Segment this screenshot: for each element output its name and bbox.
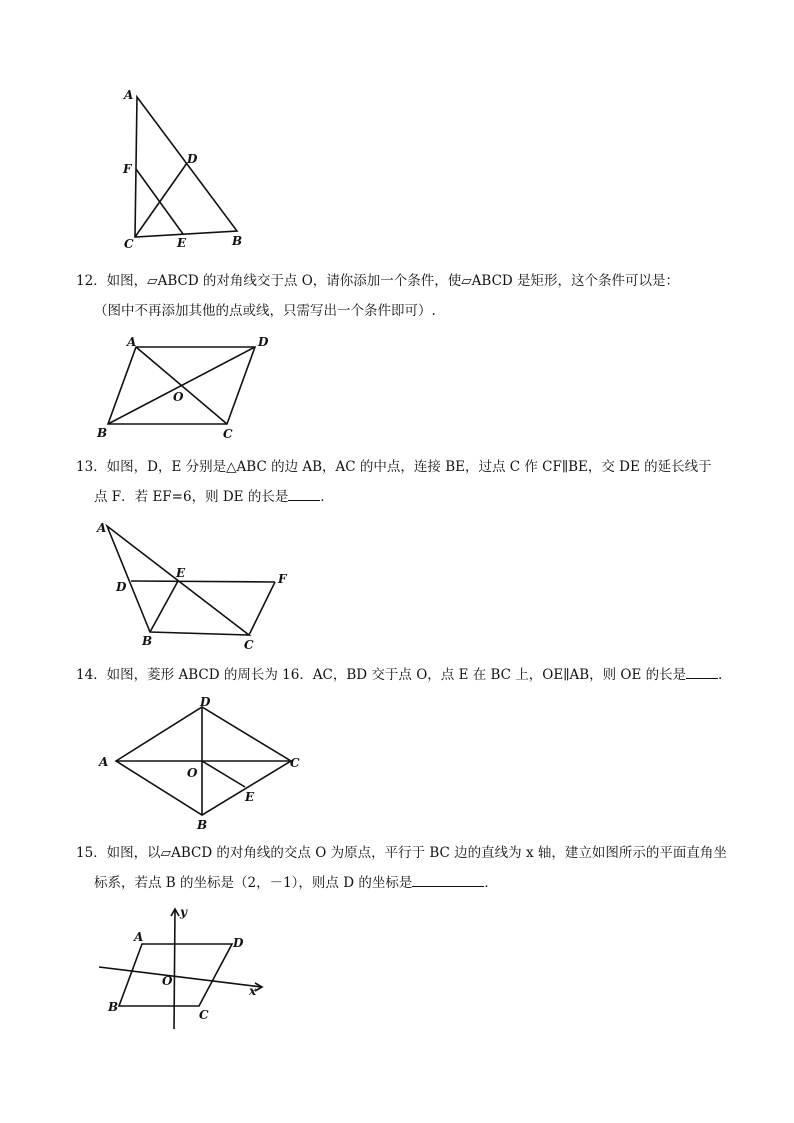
figure-triangle-acb-svg	[110, 85, 260, 255]
label-c: C	[124, 237, 134, 251]
label-b: B	[97, 426, 108, 440]
question-13-text-line1: ．如图，D，E 分别是△ABC 的边 AB，AC 的中点，连接 BE，过点 C 作 CF∥BE，交 DE 的延长线于	[93, 459, 712, 475]
question-12	[76, 266, 726, 326]
label-b: B	[232, 234, 243, 248]
parallelogram-abcd	[119, 944, 232, 1006]
label-d: D	[187, 152, 198, 166]
question-14-text-line1: ．如图，菱形 ABCD 的周长为 16．AC，BD 交于点 O，点 E 在 BC 上，OE∥AB，则 OE 的长是	[93, 667, 687, 683]
question-12-text-line1: ．如图，▱ABCD 的对角线交于点 O，请你添加一个条件，使▱ABCD 是矩形，这个条件可以是：	[93, 273, 680, 289]
question-15-text-line1: ．如图，以▱ABCD 的对角线的交点 O 为原点，平行于 BC 边的直线为 x 轴，建立如图所示的平面直角坐	[93, 845, 727, 861]
question-12-text-line2: （图中不再添加其他的点或线，只需写出一个条件即可）.	[94, 303, 436, 319]
segment-be	[150, 581, 178, 632]
label-d: D	[200, 695, 211, 709]
label-o: O	[173, 390, 184, 404]
label-b: B	[197, 818, 208, 832]
label-f: F	[278, 572, 287, 586]
label-c: C	[223, 427, 233, 441]
figure-parallelogram-abcd-svg	[95, 335, 285, 445]
question-13: 13．如图，D，E 分别是△ABC 的边 AB，AC 的中点，连接 BE，过点 C 作 CF∥BE，交 DE 的延长线于 点 F．若 EF=6，则 DE 的长是 ．	[76, 459, 712, 505]
label-d: D	[116, 580, 127, 594]
answer-blank[interactable]	[288, 486, 320, 501]
answer-blank[interactable]	[686, 664, 718, 679]
label-a: A	[134, 930, 144, 944]
label-a: A	[124, 88, 134, 102]
question-number: 15	[76, 845, 94, 861]
answer-blank[interactable]	[412, 872, 484, 887]
label-f: F	[123, 162, 132, 176]
figure-rhombus-abcd	[95, 693, 310, 838]
x-axis-label: x	[249, 984, 257, 998]
figure-rhombus-abcd-svg	[95, 693, 310, 838]
question-number: 13	[76, 459, 94, 475]
segment-oe	[202, 761, 245, 787]
diagonal-bd	[108, 347, 255, 424]
y-axis	[174, 909, 175, 1029]
question-15: 15．如图，以▱ABCD 的对角线的交点 O 为原点，平行于 BC 边的直线为 x 轴，建立如图所示的平面直角坐 标系，若点 B 的坐标是（2，－1），则点 D 的坐标是 ．	[76, 845, 727, 891]
label-a: A	[97, 521, 107, 535]
label-c: C	[199, 1008, 209, 1022]
figure-triangle-abc-with-f-svg	[92, 516, 302, 656]
segment-cd	[135, 163, 187, 237]
label-d: D	[258, 335, 269, 349]
label-e: E	[177, 236, 187, 250]
figure-triangle-abc-with-f	[92, 516, 302, 656]
label-c: C	[290, 756, 300, 770]
x-axis	[99, 967, 262, 987]
label-d: D	[233, 936, 244, 950]
question-15-text-line2: 标系，若点 B 的坐标是（2，－1），则点 D 的坐标是	[94, 875, 413, 891]
label-a: A	[99, 755, 109, 769]
triangle-abc	[107, 526, 249, 635]
question-14: 14．如图，菱形 ABCD 的周长为 16．AC，BD 交于点 O，点 E 在 BC 上，OE∥AB，则 OE 的长是 ．	[76, 660, 726, 690]
figure-coordinate-parallelogram-svg	[92, 903, 272, 1038]
question-13-text-line2: 点 F．若 EF=6，则 DE 的长是	[94, 489, 289, 505]
label-o: O	[187, 766, 198, 780]
label-a: A	[127, 335, 137, 349]
segment-cf	[249, 582, 275, 635]
question-number: 12	[76, 273, 94, 289]
label-e: E	[245, 790, 255, 804]
label-c: C	[244, 638, 254, 652]
label-e: E	[176, 566, 186, 580]
question-number: 14	[76, 667, 94, 683]
figure-parallelogram-abcd	[95, 335, 285, 445]
label-b: B	[108, 1000, 119, 1014]
label-b: B	[142, 634, 153, 648]
y-axis-label: y	[180, 905, 187, 919]
label-o: O	[162, 974, 173, 988]
figure-triangle-acb	[110, 85, 260, 255]
figure-coordinate-parallelogram	[92, 903, 272, 1038]
segment-df	[131, 581, 275, 582]
